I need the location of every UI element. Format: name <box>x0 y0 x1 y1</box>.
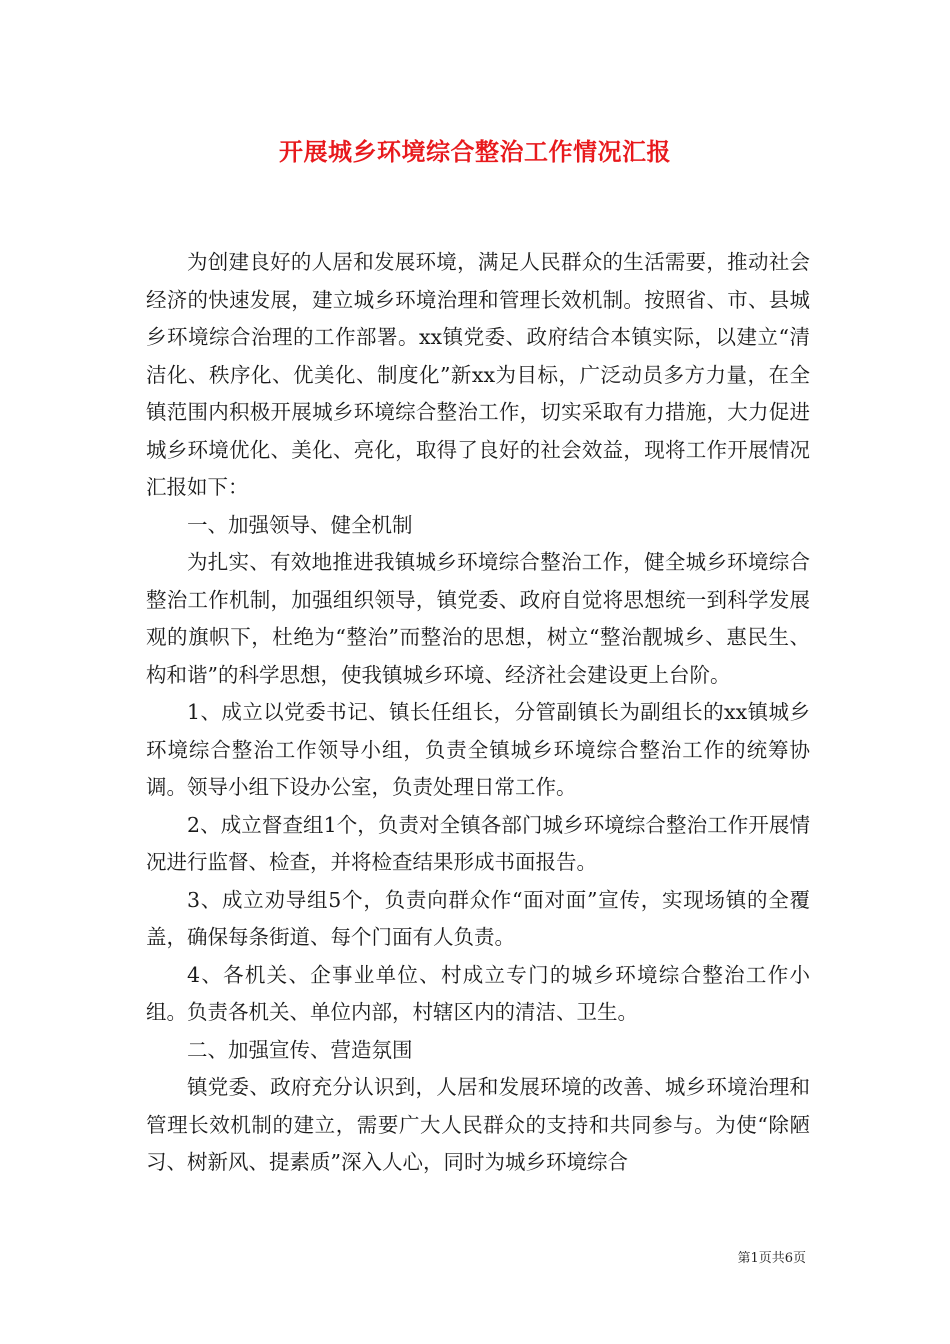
list-item-4: 4、各机关、企事业单位、村成立专门的城乡环境综合整治工作小组。负责各机关、单位内部，村辖区内的清洁、卫生。 <box>146 962 810 1024</box>
section-heading-1: 一、加强领导、健全机制 <box>187 512 413 537</box>
list-item-1: 1、成立以党委书记、镇长任组长，分管副镇长为副组长的xx镇城乡环境综合整治工作领导小组，负责全镇城乡环境综合整治工作的统筹协调。领导小组下设办公室，负责处理日常工作。 <box>146 700 810 799</box>
list-item-2: 2、成立督查组1个，负责对全镇各部门城乡环境综合整治工作开展情况进行监督、检查，并将检查结果形成书面报告。 <box>146 812 810 874</box>
document-title: 开展城乡环境综合整治工作情况汇报 <box>279 137 671 166</box>
intro-paragraph: 为创建良好的人居和发展环境，满足人民群众的生活需要，推动社会经济的快速发展，建立城乡环境治理和管理长效机制。按照省、市、县城乡环境综合治理的工作部署。xx镇党委、政府结合本镇实际，以建立“清洁化、秩序化、优美化、制度化”新xx为目标，广泛动员多方力量，在全镇范围内积极开展城乡环境综合整治工作，切实采取有力措施，大力促进城乡环境优化、美化、亮化，取得了良好的社会效益，现将工作开展情况汇报如下： <box>146 250 810 499</box>
section-heading-2: 二、加强宣传、营造氛围 <box>187 1037 413 1062</box>
section-1-paragraph: 为扎实、有效地推进我镇城乡环境综合整治工作，健全城乡环境综合整治工作机制，加强组织领导，镇党委、政府自觉将思想统一到科学发展观的旗帜下，杜绝为“整治”而整治的思想，树立“整治靓城乡、惠民生、构和谐”的科学思想，使我镇城乡环境、经济社会建设更上台阶。 <box>146 550 810 687</box>
page-number-footer: 第1页共6页 <box>737 1251 806 1266</box>
list-item-3: 3、成立劝导组5个，负责向群众作“面对面”宣传，实现场镇的全覆盖，确保每条街道、每个门面有人负责。 <box>146 887 810 949</box>
section-2-paragraph: 镇党委、政府充分认识到，人居和发展环境的改善、城乡环境治理和管理长效机制的建立，需要广大人民群众的支持和共同参与。为使“除陋习、树新风、提素质”深入人心，同时为城乡环境综合 <box>146 1075 810 1174</box>
document-body <box>146 244 810 1182</box>
